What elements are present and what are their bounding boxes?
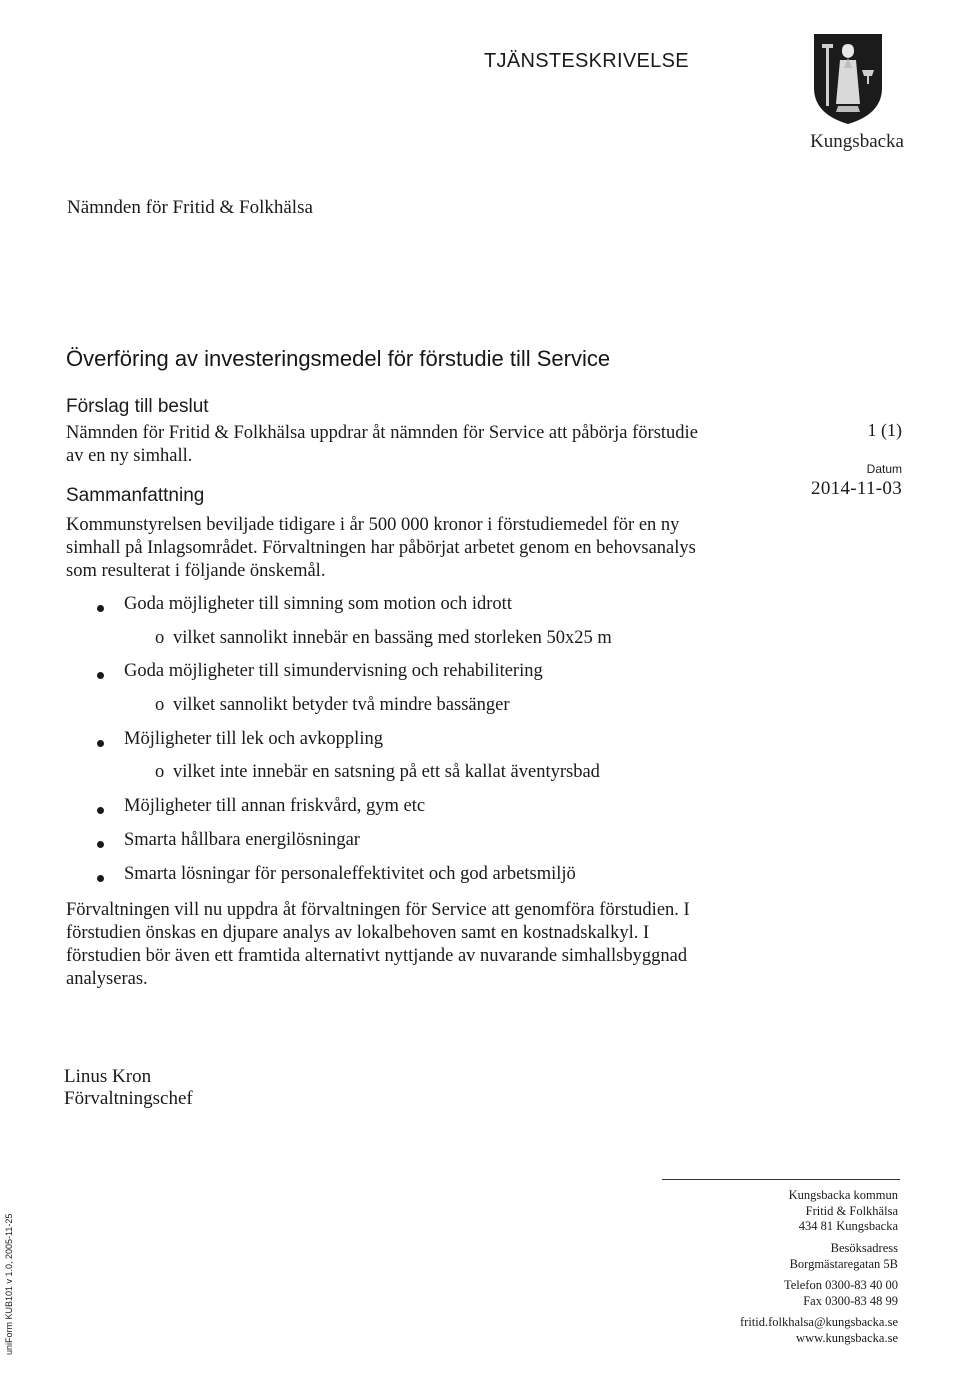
closing-line: Förvaltningen vill nu uppdra åt förvaltningen för Service att genomföra förstudien. I <box>66 900 690 920</box>
sub-bullet-icon: o <box>155 695 165 715</box>
sub-bullet-icon: o <box>155 762 165 782</box>
list-item: Smarta hållbara energilösningar <box>124 830 360 850</box>
list-item: Goda möjligheter till simning som motion och idrott <box>124 594 512 614</box>
page-number: 1 (1) <box>867 420 902 440</box>
summary-heading: Sammanfattning <box>66 485 205 506</box>
sub-list-item: vilket sannolikt innebär en bassäng med storleken 50x25 m <box>173 628 612 648</box>
summary-line: simhall på Inlagsområdet. Förvaltningen har påbörjat arbetet genom en behovsanalys <box>66 538 696 558</box>
coat-of-arms-icon <box>810 30 886 126</box>
footer-postal: 434 81 Kungsbacka <box>798 1219 898 1233</box>
proposal-text <box>66 422 746 468</box>
document-type: TJÄNSTESKRIVELSE <box>484 50 689 72</box>
proposal-line: av en ny simhall. <box>66 446 193 466</box>
signatory-name: Linus Kron <box>64 1066 152 1087</box>
signatory-title: Förvaltningschef <box>64 1088 193 1109</box>
date-label: Datum <box>866 462 902 476</box>
sub-bullet-icon: o <box>155 628 165 648</box>
bullet-icon <box>97 841 104 848</box>
footer-visit-address: Borgmästaregatan 5B <box>789 1256 898 1271</box>
closing-line: förstudien bör även ett framtida alternativt nyttjande av nuvarande simhallsbyggnad <box>66 946 688 966</box>
footer-phone: Telefon 0300-83 40 00 <box>783 1278 898 1292</box>
summary-line: som resulterat i följande önskemål. <box>66 561 326 581</box>
proposal-heading: Förslag till beslut <box>66 396 209 417</box>
summary-text <box>66 514 746 583</box>
footer-address <box>700 1188 898 1235</box>
bullet-icon <box>97 875 104 882</box>
list-item: Möjligheter till lek och avkoppling <box>124 729 383 749</box>
document-date: 2014-11-03 <box>811 478 902 499</box>
footer-divider <box>662 1179 900 1180</box>
bullet-icon <box>97 672 104 679</box>
summary-line: Kommunstyrelsen beviljade tidigare i år 500 000 kronor i förstudiemedel för en ny <box>66 515 680 535</box>
list-item: Smarta lösningar för personaleffektivitet och god arbetsmiljö <box>124 864 576 884</box>
list-item: Möjligheter till annan friskvård, gym etc <box>124 796 426 816</box>
bullet-icon <box>97 605 104 612</box>
footer-visit <box>700 1241 898 1272</box>
sub-list-item: vilket inte innebär en satsning på ett så kallat äventyrsbad <box>173 762 600 782</box>
municipality-name: Kungsbacka <box>810 131 904 152</box>
proposal-line: Nämnden för Fritid & Folkhälsa uppdrar åt nämnden för Service att påbörja förstudie <box>66 423 698 443</box>
closing-paragraph <box>66 899 766 991</box>
footer-website: www.kungsbacka.se <box>796 1330 898 1345</box>
footer-org: Kungsbacka kommun <box>788 1188 898 1202</box>
list-item: Goda möjligheter till simundervisning och rehabilitering <box>124 661 543 681</box>
closing-line: förstudien önskas en djupare analys av lokalbehoven samt en kostnadskalkyl. I <box>66 923 650 943</box>
bullet-icon <box>97 740 104 747</box>
footer-web <box>700 1315 898 1346</box>
document-title: Överföring av investeringsmedel för förstudie till Service <box>66 346 611 371</box>
closing-line: analyseras. <box>66 969 148 989</box>
footer-visit-label: Besöksadress <box>830 1241 898 1255</box>
sub-list-item: vilket sannolikt betyder två mindre bassänger <box>173 695 510 715</box>
footer-email: fritid.folkhalsa@kungsbacka.se <box>740 1315 898 1329</box>
footer-contact <box>700 1278 898 1309</box>
footer-fax: Fax 0300-83 48 99 <box>803 1293 898 1308</box>
footer-dept: Fritid & Folkhälsa <box>805 1203 898 1218</box>
bullet-icon <box>97 807 104 814</box>
form-code: uniForm KUB101 v 1.0, 2005-11-25 <box>4 1213 14 1355</box>
recipient: Nämnden för Fritid & Folkhälsa <box>67 197 313 218</box>
